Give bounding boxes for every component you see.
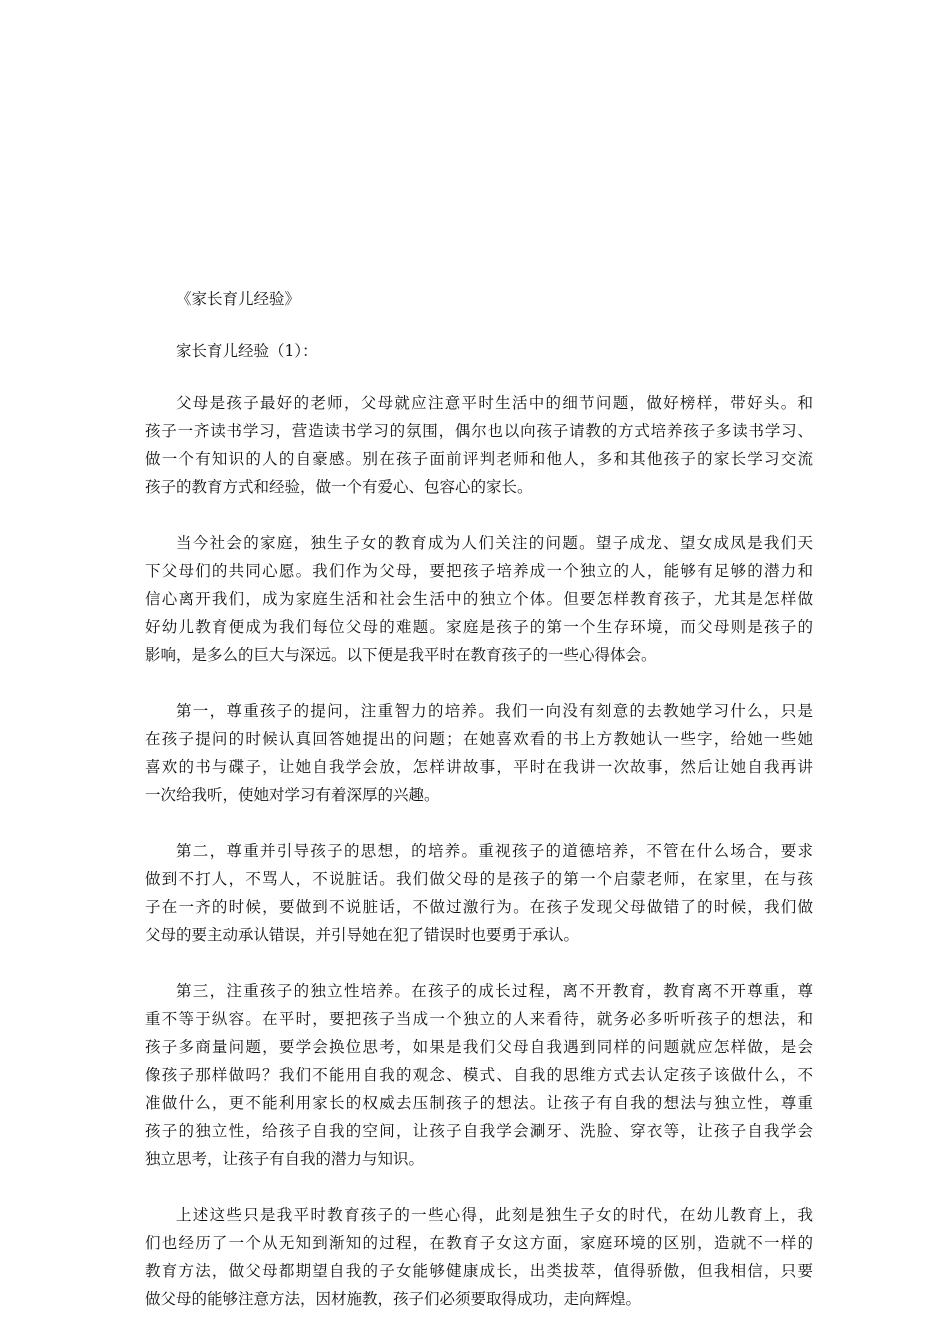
paragraph-2	[145, 529, 813, 669]
paragraph-line: 一次给我听，使她对学习有着深厚的兴趣。	[145, 786, 440, 804]
paragraph-line: 孩子的教育方式和经验，做一个有爱心、包容心的家长。	[145, 478, 533, 496]
paragraph-line: 做父母的能够注意方法，因材施教，孩子们必须要取得成功，走向辉煌。	[145, 1290, 642, 1308]
paragraph-5	[145, 977, 813, 1173]
document-title: 《家长育儿经验》	[176, 290, 301, 308]
paragraph-line: 孩子多商量问题，要学会换位思考，如果是我们父母自我遇到同样的问题就应怎样做，是会	[145, 1038, 813, 1056]
paragraph-line: 重不等于纵容。在平时，要把孩子当成一个独立的人来看待，就务必多听听孩子的想法，和	[145, 1010, 813, 1028]
paragraph-line: 信心离开我们，成为家庭生活和社会生活中的独立个体。但要怎样教育孩子，尤其是怎样做	[145, 590, 813, 608]
paragraph-line: 父母是孩子最好的老师，父母就应注意平时生活中的细节问题，做好榜样，带好头。和	[176, 394, 813, 412]
paragraph-6	[145, 1201, 813, 1313]
paragraph-line: 第三，注重孩子的独立性培养。在孩子的成长过程，离不开教育，教育离不开尊重，尊	[176, 982, 813, 1000]
paragraph-4	[145, 837, 813, 949]
paragraph-line: 做到不打人，不骂人，不说脏话。我们做父母的是孩子的第一个启蒙老师，在家里，在与孩	[145, 870, 813, 888]
paragraph-line: 教育方法，做父母都期望自我的子女能够健康成长，出类拔萃，值得骄傲，但我相信，只要	[145, 1262, 813, 1280]
paragraph-line: 准做什么，更不能利用家长的权威去压制孩子的想法。让孩子有自我的想法与独立性，尊重	[145, 1094, 813, 1112]
paragraph-line: 做一个有知识的人的自豪感。别在孩子面前评判老师和他人，多和其他孩子的家长学习交流	[145, 450, 813, 468]
document-subtitle: 家长育儿经验（1）：	[176, 342, 318, 360]
paragraph-line: 影响，是多么的巨大与深远。以下便是我平时在教育孩子的一些心得体会。	[145, 646, 657, 664]
paragraph-line: 子在一齐的时候，要做到不说脏话，不做过激行为。在孩子发现父母做错了的时候，我们做	[145, 898, 813, 916]
paragraph-line: 下父母们的共同心愿。我们作为父母，要把孩子培养成一个独立的人，能够有足够的潜力和	[145, 562, 813, 580]
paragraph-line: 喜欢的书与碟子，让她自我学会放，怎样讲故事，平时在我讲一次故事，然后让她自我再讲	[145, 758, 813, 776]
paragraph-line: 像孩子那样做吗？我们不能用自我的观念、模式、自我的思维方式去认定孩子该做什么，不	[145, 1066, 813, 1084]
paragraph-line: 在孩子提问的时候认真回答她提出的问题；在她喜欢看的书上方教她认一些字，给她一些她	[145, 730, 813, 748]
paragraph-line: 上述这些只是我平时教育孩子的一些心得，此刻是独生子女的时代，在幼儿教育上，我	[176, 1206, 813, 1224]
paragraph-line: 独立思考，让孩子有自我的潜力与知识。	[145, 1150, 425, 1168]
paragraph-line: 当今社会的家庭，独生子女的教育成为人们关注的问题。望子成龙、望女成凤是我们天	[176, 534, 813, 552]
paragraph-line: 们也经历了一个从无知到渐知的过程，在教育子女这方面，家庭环境的区别，造就不一样的	[145, 1234, 813, 1252]
paragraph-3	[145, 697, 813, 809]
paragraph-line: 好幼儿教育便成为我们每位父母的难题。家庭是孩子的第一个生存环境，而父母则是孩子的	[145, 618, 813, 636]
paragraph-line: 父母的要主动承认错误，并引导她在犯了错误时也要勇于承认。	[145, 926, 580, 944]
paragraph-line: 第一，尊重孩子的提问，注重智力的培养。我们一向没有刻意的去教她学习什么，只是	[176, 702, 813, 720]
paragraph-line: 第二，尊重并引导孩子的思想，的培养。重视孩子的道德培养，不管在什么场合，要求	[176, 842, 813, 860]
document-body	[145, 285, 813, 1341]
paragraph-1	[145, 389, 813, 501]
paragraph-line: 孩子一齐读书学习，营造读书学习的氛围，偶尔也以向孩子请教的方式培养孩子多读书学习、	[145, 422, 813, 440]
paragraph-line: 孩子的独立性，给孩子自我的空间，让孩子自我学会涮牙、洗脸、穿衣等，让孩子自我学会	[145, 1122, 813, 1140]
